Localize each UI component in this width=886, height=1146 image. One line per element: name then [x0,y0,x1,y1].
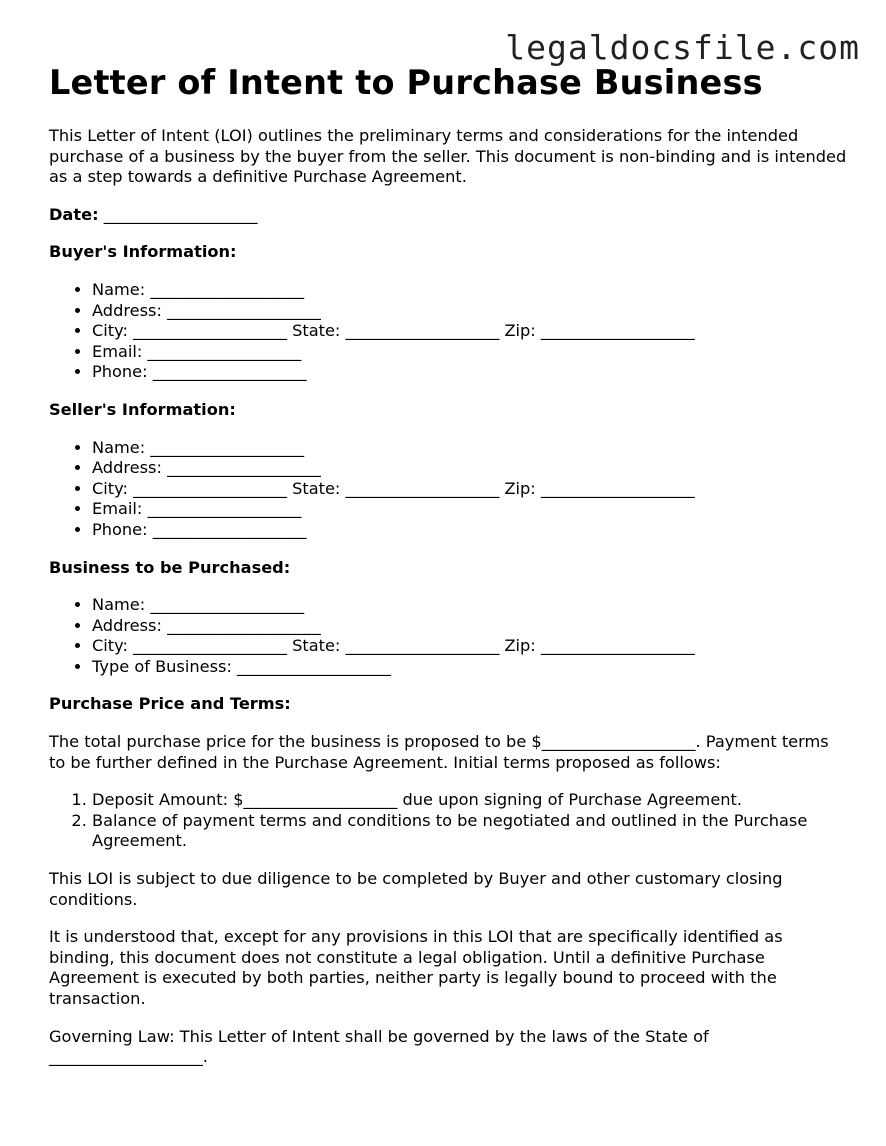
governing-law-paragraph: Governing Law: This Letter of Intent shall be governed by the laws of the State of ___________________. [49,1026,709,1067]
seller-info-list [49,438,849,541]
buyer-section-title: Buyer's Information: [49,242,237,262]
non-binding-paragraph: It is understood that, except for any provisions in this LOI that are specifically identified as binding, this document does not constitute a legal obligation. Until a definitive Purchase Agreement is executed by both parties, neither party is legally bound to proceed with the transaction. [49,927,783,1008]
watermark-logo: legaldocsfile.com [505,28,860,67]
buyer-name-field: • Name: ___________________ [92,280,849,301]
buyer-email-field: • Email: ___________________ [92,342,849,363]
seller-name-field: • Name: ___________________ [92,438,849,459]
buyer-address-field: • Address: ___________________ [92,301,849,322]
business-info-list [49,595,849,677]
intro-paragraph: This Letter of Intent (LOI) outlines the preliminary terms and considerations for the intended purchase of a business by the buyer from the seller. This document is non-binding and is intended as a step towards a definitive Purchase Agreement. [49,126,847,187]
purchase-price-paragraph: The total purchase price for the business is proposed to be $___________________. Payment terms to be further defined in the Purchase Agreement. Initial terms proposed as follows: [49,732,829,772]
business-name-field: • Name: ___________________ [92,595,849,616]
date-blank: ___________________ [98,204,258,224]
seller-phone-field: • Phone: ___________________ [92,520,849,541]
business-city-state-zip-field: • City: ___________________ State: ___________________ Zip: ___________________ [92,636,849,657]
date-field [49,205,849,226]
document-body [49,62,849,1068]
seller-email-field: • Email: ___________________ [92,499,849,520]
deposit-term: 1. Deposit Amount: $___________________ due upon signing of Purchase Agreement. [92,790,849,811]
purchase-terms-list [49,790,849,852]
business-address-field: • Address: ___________________ [92,616,849,637]
date-label: Date: [49,204,99,224]
seller-city-state-zip-field: • City: ___________________ State: ___________________ Zip: ___________________ [92,479,849,500]
seller-address-field: • Address: ___________________ [92,458,849,479]
purchase-section-title: Purchase Price and Terms: [49,694,291,714]
seller-section-title: Seller's Information: [49,399,236,419]
due-diligence-paragraph: This LOI is subject to due diligence to be completed by Buyer and other customary closing conditions. [49,869,783,909]
document-title: Letter of Intent to Purchase Business [49,63,763,102]
buyer-phone-field: • Phone: ___________________ [92,362,849,383]
buyer-info-list [49,280,849,383]
business-type-field: • Type of Business: ___________________ [92,657,849,678]
buyer-city-state-zip-field: • City: ___________________ State: ___________________ Zip: ___________________ [92,321,849,342]
balance-term: 2. Balance of payment terms and conditions to be negotiated and outlined in the Purchase Agreement. [92,811,849,852]
business-section-title: Business to be Purchased: [49,557,291,577]
